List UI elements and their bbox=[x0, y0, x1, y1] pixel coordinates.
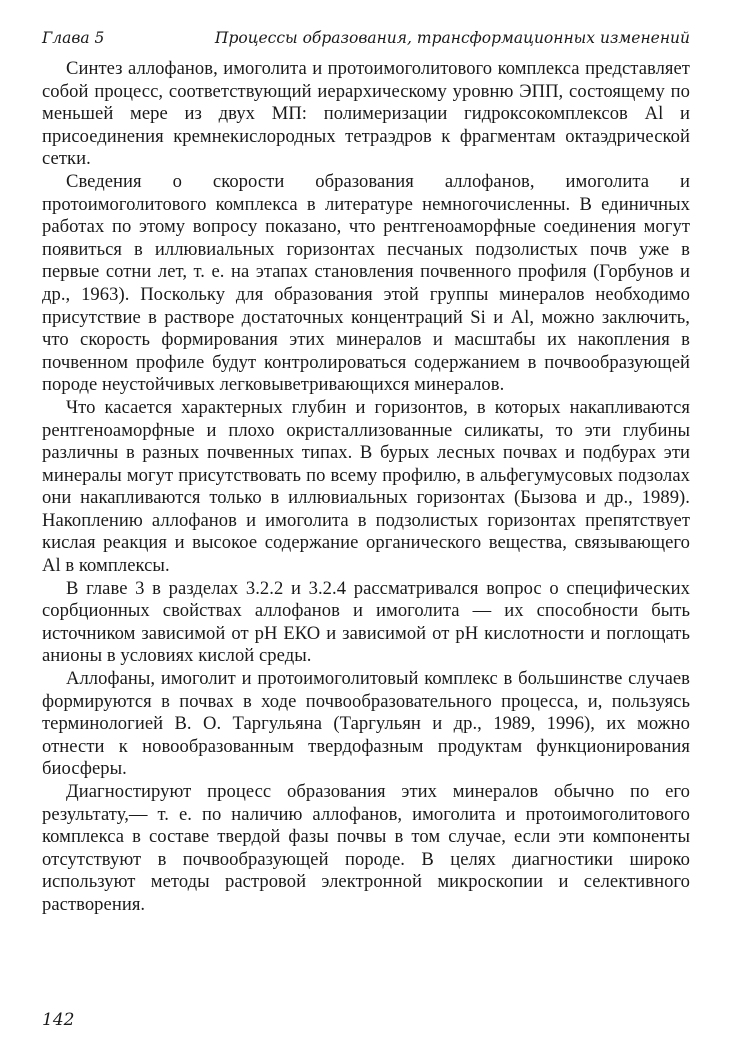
chapter-label: Глава 5 bbox=[42, 29, 105, 47]
paragraph: Сведения о скорости образования аллофанов, имоголита и протоимоголитового комплекса в литературе немногочисленны. В единичных работах по этому вопросу показано, что рентгеноаморфные соединения могут появиться в иллювиальных горизонтах песчаных подзолистых почв уже в первые сотни лет, т. е. на этапах становления почвенного профиля (Горбунов и др., 1963). Поскольку для образования этой группы минералов необходимо присутствие в растворе достаточных концентраций Si и Al, можно заключить, что скорость формирования этих минералов и масштабы их накопления в почвенном профиле будут контролироваться содержанием в почвообразующей породе неустойчивых легковыветривающихся минералов. bbox=[42, 170, 690, 396]
running-head bbox=[42, 28, 690, 58]
paragraph: Что касается характерных глубин и горизонтов, в которых накапливаются рентгеноаморфные и плохо окристаллизованные силикаты, то эти глубины различны в разных почвенных типах. В бурых лесных почвах и подбурах эти минералы могут присутствовать по всему профилю, в альфегумусовых подзолах они накапливаются только в иллювиальных горизонтах (Бызова и др., 1989). Накоплению аллофанов и имоголита в подзолистых горизонтах препятствует кислая реакция и высокое содержание органического вещества, связывающего Al в комплексы. bbox=[42, 396, 690, 577]
paragraph: Аллофаны, имоголит и протоимоголитовый комплекс в большинстве случаев формируются в почвах в ходе почвообразовательного процесса, и, пользуясь терминологией В. О. Таргульяна (Таргульян и др., 1989, 1996), их можно отнести к новообразованным твердофазным продуктам функционирования биосферы. bbox=[42, 668, 690, 780]
book-page bbox=[42, 28, 690, 1038]
paragraph: Синтез аллофанов, имоголита и протоимоголитового комплекса представляет собой процесс, соответствующий иерархическому уровню ЭПП, состоящему по меньшей мере из двух МП: полимеризации гидроксокомплексов Al и присоединения кремнекислородных тетраэдров к фрагментам октаэдрической сетки. bbox=[42, 58, 690, 170]
chapter-title: Процессы образования, трансформационных изменений bbox=[214, 29, 690, 47]
page-number: 142 bbox=[42, 1010, 75, 1030]
paragraph: Диагностируют процесс образования этих минералов обычно по его результату,— т. е. по наличию аллофанов, имоголита и протоимоголитового комплекса в составе твердой фазы почвы в том случае, если эти компоненты отсутствуют в почвообразующей породе. В целях диагностики широко используют методы растровой электронной микроскопии и селективного растворения. bbox=[42, 781, 690, 915]
body-text bbox=[42, 58, 690, 917]
paragraph: В главе 3 в разделах 3.2.2 и 3.2.4 рассматривался вопрос о специфических сорбционных свойствах аллофанов и имоголита — их способности быть источником зависимой от pH ЕКО и зависимой от pH кислотности и поглощать анионы в условиях кислой среды. bbox=[42, 577, 690, 667]
